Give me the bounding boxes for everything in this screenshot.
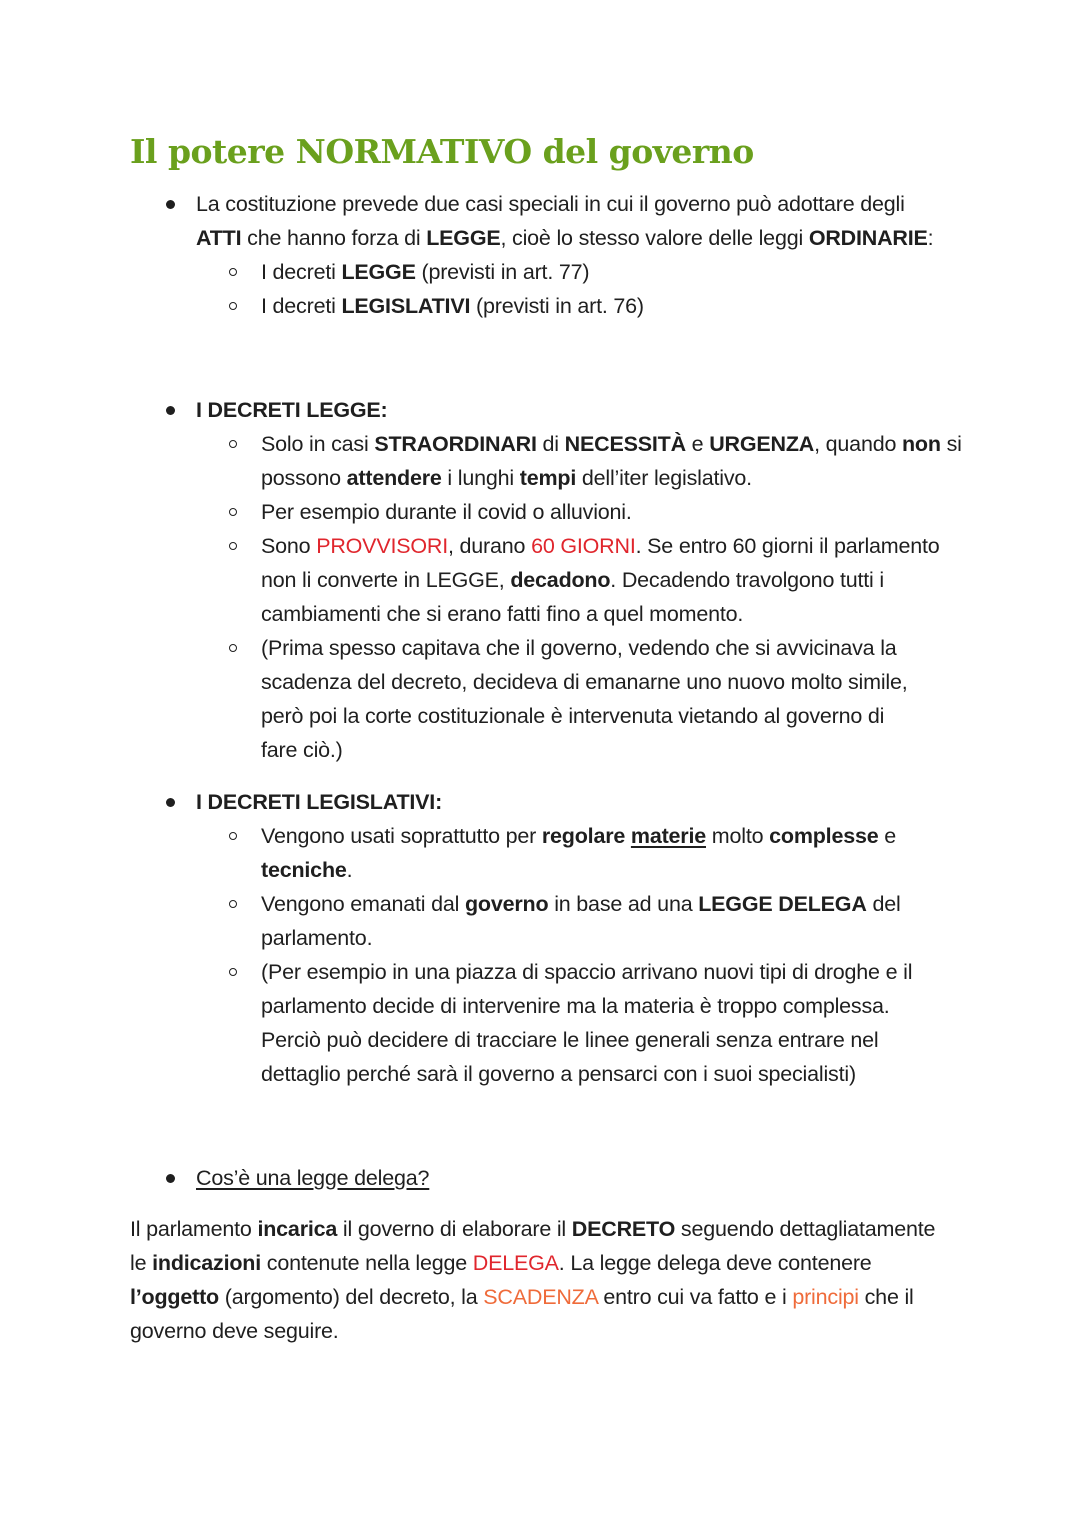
list-item: Solo in casi STRAORDINARI di NECESSITÀ e URGENZA, quando non si xyxy=(261,432,962,456)
list-item-continued: fare ciò.) xyxy=(261,738,343,762)
sub-bullet-icon xyxy=(229,302,237,310)
intro-sub-item: I decreti LEGISLATIVI (previsti in art. 76) xyxy=(261,294,644,318)
intro-line-2: ATTI che hanno forza di LEGGE, cioè lo stesso valore delle leggi ORDINARIE: xyxy=(196,226,934,250)
list-item-continued: possono attendere i lunghi tempi dell’iter legislativo. xyxy=(261,466,752,490)
list-item-continued: cambiamenti che si erano fatti fino a quel momento. xyxy=(261,602,744,626)
list-item-continued: parlamento. xyxy=(261,926,373,950)
answer-line-2: le indicazioni contenute nella legge DELEGA. La legge delega deve contenere xyxy=(130,1251,872,1275)
answer-line-4: governo deve seguire. xyxy=(130,1319,339,1343)
intro-sub-item: I decreti LEGGE (previsti in art. 77) xyxy=(261,260,590,284)
section-heading-decreti-legislativi: I DECRETI LEGISLATIVI: xyxy=(196,790,443,814)
bullet-icon xyxy=(166,200,175,209)
question-heading: Cos’è una legge delega? xyxy=(196,1166,430,1190)
intro-line-1: La costituzione prevede due casi speciali in cui il governo può adottare degli xyxy=(196,192,905,216)
section-heading-decreti-legge: I DECRETI LEGGE: xyxy=(196,398,388,422)
list-item-continued: dettaglio perché sarà il governo a pensarci con i suoi specialisti) xyxy=(261,1062,856,1086)
answer-line-1: Il parlamento incarica il governo di elaborare il DECRETO seguendo dettagliatamente xyxy=(130,1217,936,1241)
sub-bullet-icon xyxy=(229,542,237,550)
list-item: Per esempio durante il covid o alluvioni. xyxy=(261,500,632,524)
list-item-continued: però poi la corte costituzionale è intervenuta vietando al governo di xyxy=(261,704,885,728)
sub-bullet-icon xyxy=(229,508,237,516)
sub-bullet-icon xyxy=(229,268,237,276)
answer-line-3: l’oggetto (argomento) del decreto, la SCADENZA entro cui va fatto e i principi che il xyxy=(130,1285,914,1309)
list-item-continued: Perciò può decidere di tracciare le linee generali senza entrare nel xyxy=(261,1028,879,1052)
list-item-continued: scadenza del decreto, decideva di emanarne uno nuovo molto simile, xyxy=(261,670,908,694)
sub-bullet-icon xyxy=(229,900,237,908)
list-item: Sono PROVVISORI, durano 60 GIORNI. Se entro 60 giorni il parlamento xyxy=(261,534,940,558)
list-item-continued: parlamento decide di intervenire ma la materia è troppo complessa. xyxy=(261,994,890,1018)
list-item-continued: tecniche. xyxy=(261,858,353,882)
sub-bullet-icon xyxy=(229,440,237,448)
sub-bullet-icon xyxy=(229,832,237,840)
sub-bullet-icon xyxy=(229,644,237,652)
list-item: (Prima spesso capitava che il governo, vedendo che si avvicinava la xyxy=(261,636,897,660)
bullet-icon xyxy=(166,1174,175,1183)
list-item-continued: non li converte in LEGGE, decadono. Decadendo travolgono tutti i xyxy=(261,568,884,592)
list-item: Vengono usati soprattutto per regolare materie molto complesse e xyxy=(261,824,896,848)
list-item: Vengono emanati dal governo in base ad una LEGGE DELEGA del xyxy=(261,892,901,916)
bullet-icon xyxy=(166,798,175,807)
page-title: Il potere NORMATIVO del governo xyxy=(130,132,754,171)
bullet-icon xyxy=(166,406,175,415)
sub-bullet-icon xyxy=(229,968,237,976)
list-item: (Per esempio in una piazza di spaccio arrivano nuovi tipi di droghe e il xyxy=(261,960,913,984)
